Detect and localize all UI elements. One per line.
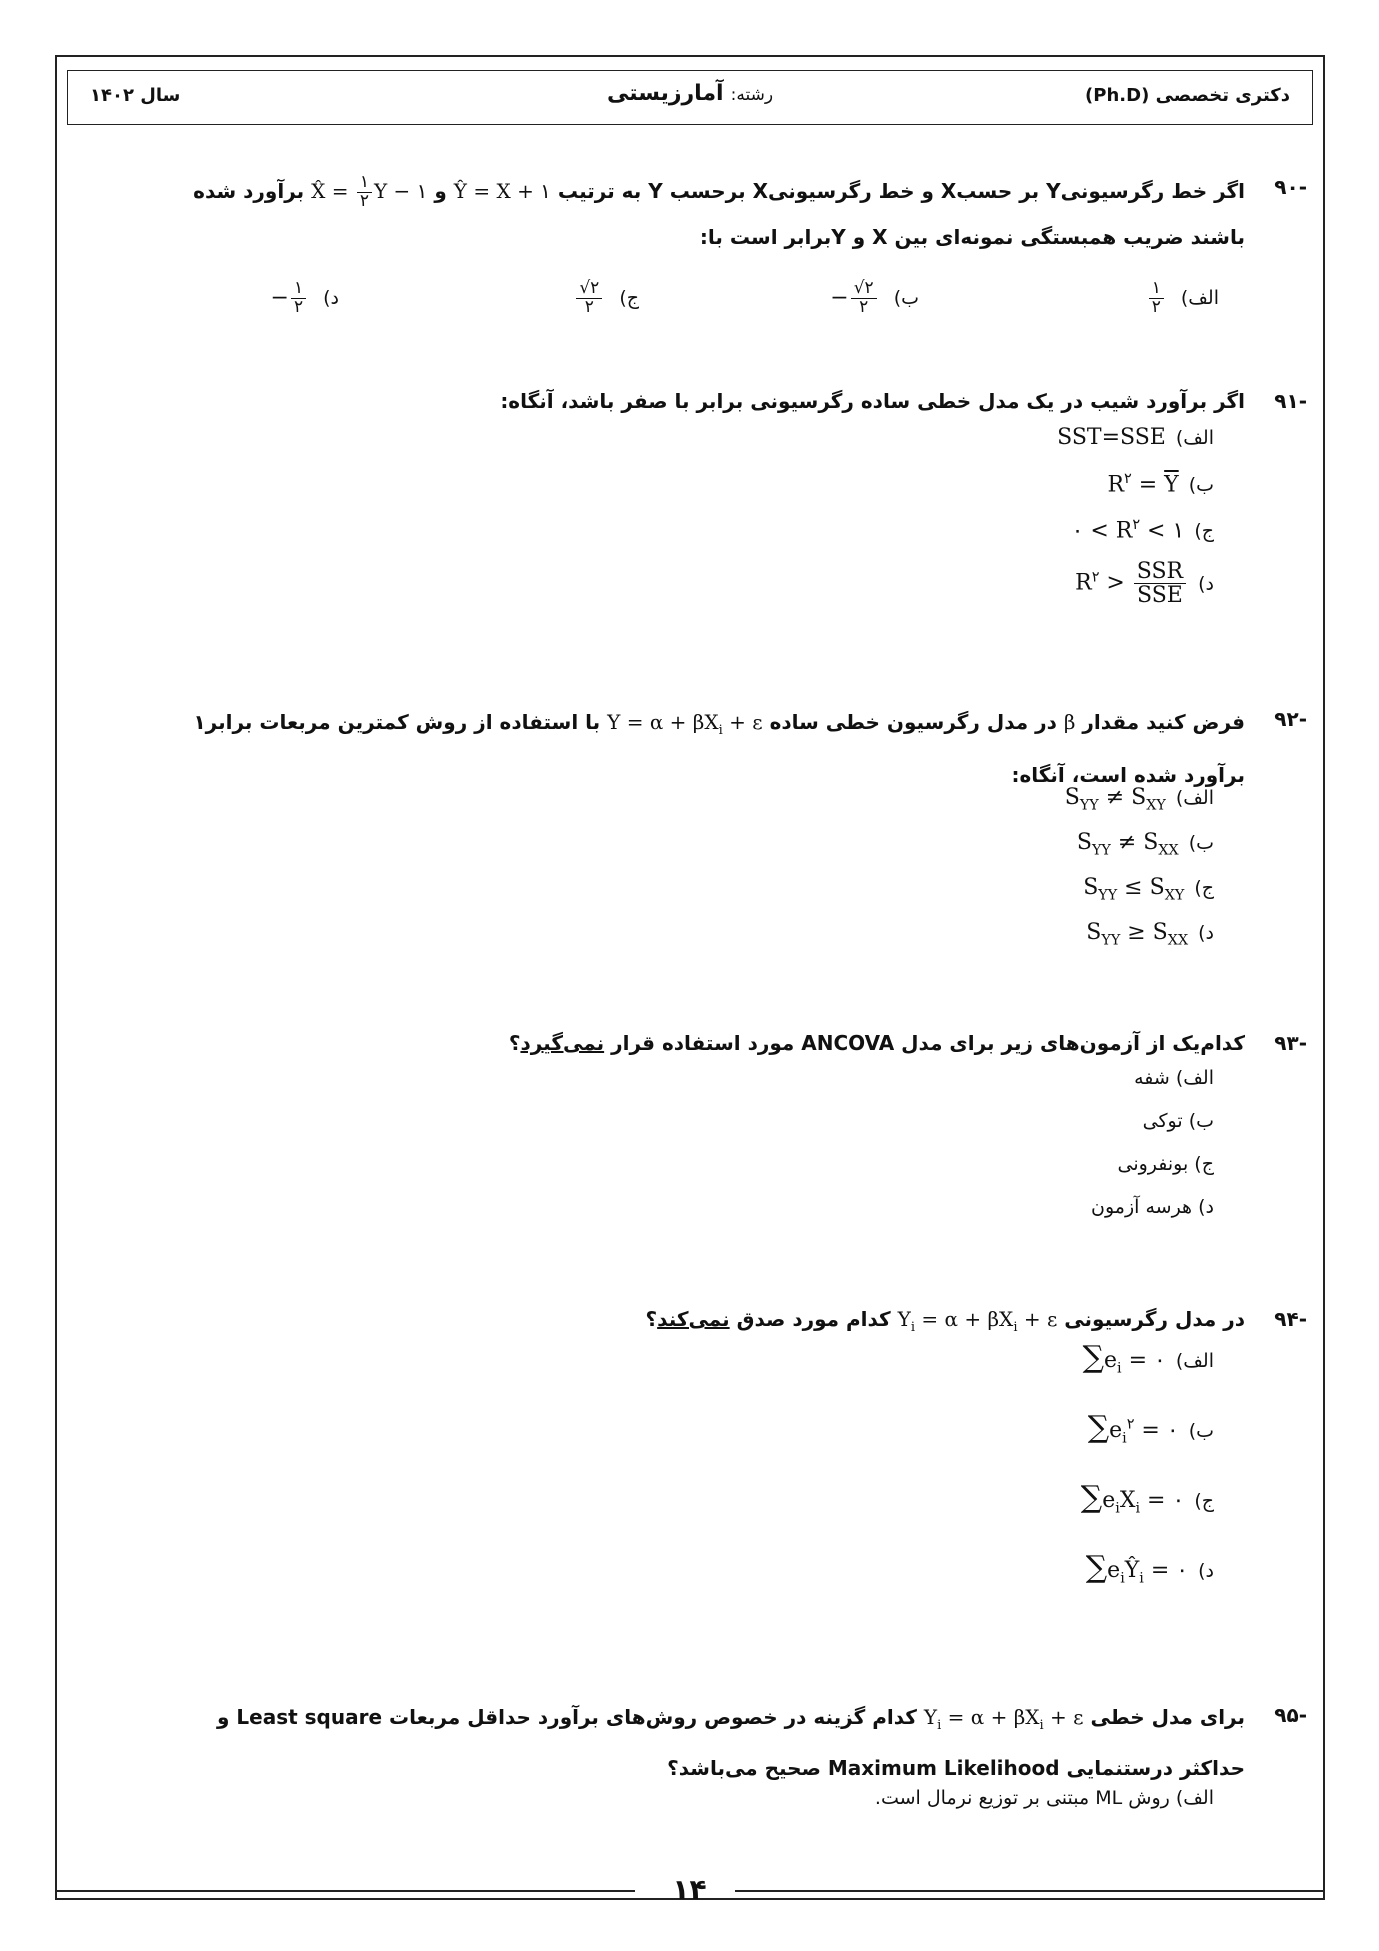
question-stem-line2: حداکثر درستنمایی Maximum Likelihood صحیح می‌باشد؟ xyxy=(667,1756,1245,1780)
question-90 xyxy=(67,168,1307,260)
question-91 xyxy=(67,382,1307,420)
option-d[interactable]: $د)R^۲$ > $\frac{\text{SSR}}{\text{SSE}}$ xyxy=(1075,559,1214,609)
option-d[interactable]: د) − $\frac{۱}{۲}$ xyxy=(270,278,339,317)
exam-year: سال ۱۴۰۲ xyxy=(90,85,181,106)
option-a[interactable]: الف) شفه xyxy=(1134,1067,1214,1089)
question-number: -۹۵ xyxy=(1274,1703,1307,1727)
question-stem: کدام‌یک از آزمون‌های زیر برای مدل ANCOVA مورد استفاده قرار نمی‌گیرد؟ xyxy=(508,1031,1245,1055)
question-93 xyxy=(67,1024,1307,1062)
option-c[interactable]: $ج)\sum e_iX_i$ = ۰ xyxy=(1080,1480,1214,1517)
question-stem-line2: باشند ضریب همبستگی نمونه‌ای بین X و Yبرابر است با: xyxy=(699,225,1245,249)
equation: Ŷ = X + ۱ xyxy=(453,179,551,203)
option-a[interactable]: $الف)\sum e_i$ = ۰ xyxy=(1082,1340,1214,1377)
option-d[interactable]: د) هرسه آزمون xyxy=(1091,1196,1214,1218)
field-label: رشته: xyxy=(730,85,774,105)
q93-options xyxy=(914,1065,1214,1245)
question-stem: فرض کنید مقدار β در مدل رگرسیون خطی ساده $Y = \alpha + \beta X_i + \varepsilon$ با استفاده از روش کمترین مربعات برابر۱ برآورد شده است، آنگاه: xyxy=(193,710,1245,787)
option-c[interactable]: ج) $\frac{√۲}{۲}$ xyxy=(574,280,639,317)
question-95 xyxy=(67,1696,1307,1789)
option-a[interactable]: الف) $\frac{۱}{۲}$ xyxy=(1147,280,1219,317)
option-a[interactable]: الف) روش ML مبتنی بر توزیع نرمال است. xyxy=(874,1787,1214,1809)
option-d[interactable]: $د)S_{YY} \ge S_{XX}$ xyxy=(1086,920,1214,949)
question-stem: در مدل رگرسیونی $Y_i = \alpha + \beta X_i + \varepsilon$ کدام مورد صدق نمی‌کند؟ xyxy=(645,1307,1245,1335)
option-d[interactable]: $د)\sum e_iŶ_i$ = ۰ xyxy=(1085,1550,1214,1587)
option-b[interactable]: $ب)\sum e_i^۲$ = ۰ xyxy=(1087,1410,1214,1447)
field-title xyxy=(607,81,773,106)
option-b[interactable]: ب) − $\frac{√۲}{۲}$ xyxy=(830,278,919,317)
option-b[interactable]: $ب)S_{YY} \ne S_{XX}$ xyxy=(1076,830,1214,859)
equation: X̂ = $\frac{۱}{۲}$ Y − ۱ xyxy=(311,172,428,211)
question-stem: برای مدل خطی $Y_i = \alpha + \beta X_i + \varepsilon$ کدام گزینه در خصوص روش‌های برآورد حداقل مربعات Least square و حداکثر درستنمایی Maximum Likelihood صحیح می‌باشد؟ xyxy=(217,1705,1245,1780)
option-a[interactable]: $الف)S_{YY} \ne S_{XY}$ xyxy=(1064,785,1214,814)
option-c[interactable]: ج)۰ < $R^۲$ < ۱ xyxy=(1071,517,1214,544)
page-number: ۱۴ xyxy=(672,1873,707,1906)
degree-label: دکتری تخصصی (Ph.D) xyxy=(1085,85,1290,106)
question-stem: اگر برآورد شیب در یک مدل خطی ساده رگرسیونی برابر با صفر باشد، آنگاه: xyxy=(500,389,1245,413)
question-number: -۹۱ xyxy=(1274,389,1307,413)
q95-options xyxy=(714,1785,1214,1825)
q91-options xyxy=(914,425,1214,645)
q92-options xyxy=(914,785,1214,965)
page-frame xyxy=(55,55,1325,1900)
option-a[interactable]: الف)SST=SSE xyxy=(1057,425,1214,450)
question-92 xyxy=(67,700,1307,797)
question-stem-line2: برآورد شده است، آنگاه: xyxy=(1011,763,1245,787)
field-value: آمارزیستی xyxy=(606,81,724,106)
question-number: -۹۰ xyxy=(1274,175,1307,199)
question-number: -۹۴ xyxy=(1274,1307,1307,1331)
option-b[interactable]: ب) توکی xyxy=(1142,1110,1214,1132)
question-stem: اگر خط رگرسیونیY بر حسبX و خط رگرسیونیX برحسب Y به ترتیب Ŷ = X + ۱ و X̂ = $\frac{۱}{۲}$ Y − ۱ برآورد شده باشند ضریب همبستگی نمونه‌ای بین X و Yبرابر است با: xyxy=(67,168,1245,260)
q94-options xyxy=(914,1340,1214,1600)
exam-header xyxy=(67,70,1313,125)
option-c[interactable]: ج) بونفرونی xyxy=(1117,1153,1214,1175)
option-b[interactable]: $ب)R^۲ = \overline{Y}$ xyxy=(1107,471,1214,498)
option-c[interactable]: $ج)S_{YY} \le S_{XY}$ xyxy=(1083,875,1214,904)
question-number: -۹۳ xyxy=(1274,1031,1307,1055)
question-number: -۹۲ xyxy=(1274,707,1307,731)
